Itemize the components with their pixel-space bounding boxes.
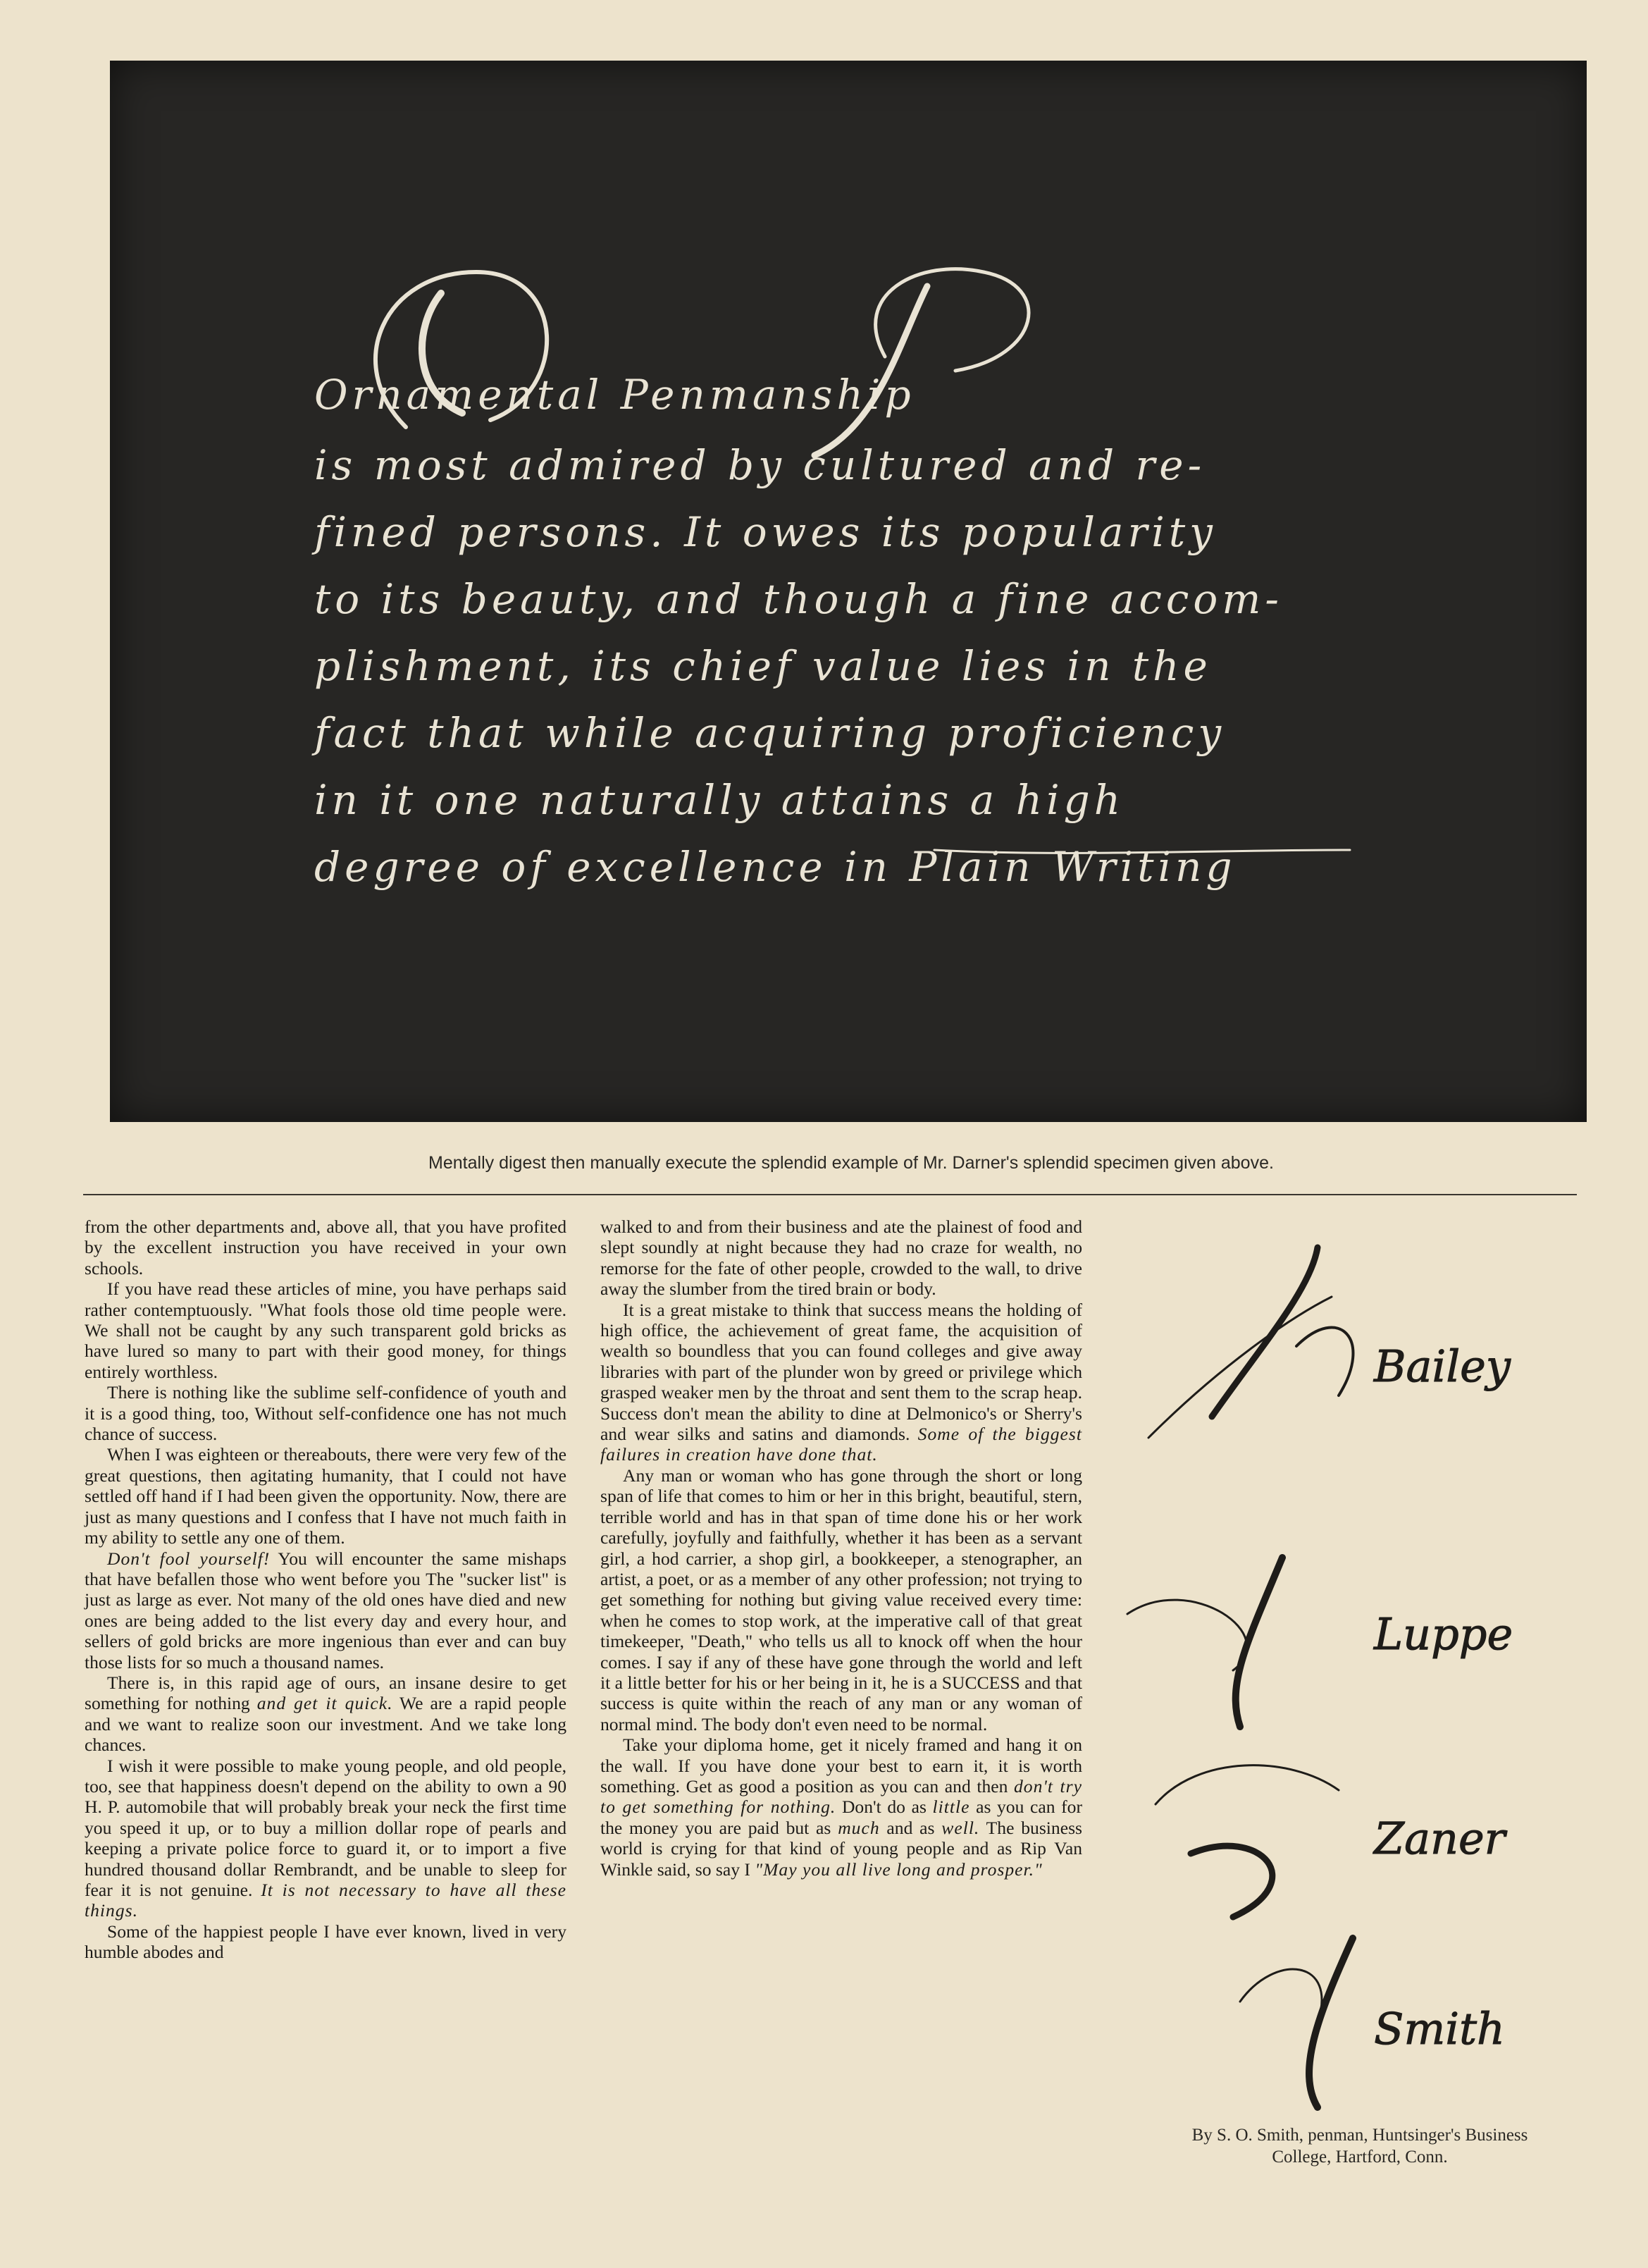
signature-luppe: Luppe: [1374, 1608, 1513, 1660]
paragraph-text: It is a great mistake to think that success means the holding of high office, the achievement of great fame, the acquisition of wealth so boundless that you can found colleges and give away libraries with part of the plunder won by greed or privilege which grasped weaker men by the throat and sent them to the scrap heap. Success don't mean the ability to dine at Delmonico's or Sherry's and wear silks and satins and diamonds.: [600, 1299, 1082, 1445]
paragraph-text: There is, in this rapid age of ours, an insane desire to get something for nothing: [85, 1672, 566, 1714]
paragraph: There is nothing like the sublime self-confidence of youth and it is a good thing, too, Without self-confidence one has not much chance of success.: [85, 1382, 566, 1445]
signature-specimens: [1106, 1205, 1599, 2143]
plate-caption: Mentally digest then manually execute the splendid example of Mr. Darner's splendid specimen given above.: [428, 1153, 1274, 1173]
article-column-middle: [600, 1216, 1082, 1880]
article-column-left: [85, 1216, 566, 1963]
paragraph-text: We are a rapid people and we want to realize soon our investment. And we take long chances.: [85, 1693, 566, 1756]
paragraph-text: I wish it were possible to make young people, and old people, too, see that happiness doesn't depend on the ability to own a 90 H. P. automobile that will probably break your neck the first time you speed it up, or to buy a million dollar rope of pearls and keeping a private police force to guard it, or to import a five hundred thousand dollar Rembrandt, and be unable to sleep for fear it is not genuine.: [85, 1755, 566, 1900]
plate-line-3: fined persons. It owes its popularity: [314, 508, 1217, 556]
emphasis: Don't fool yourself!: [107, 1548, 271, 1569]
emphasis: well.: [941, 1817, 980, 1838]
signature-flourishes: [1106, 1205, 1599, 2143]
paragraph: from the other departments and, above all, that you have profited by the excellent instruction you have received in your own schools.: [85, 1216, 566, 1278]
paragraph: [600, 1734, 1082, 1880]
signature-zaner: Zaner: [1374, 1813, 1506, 1864]
plate-line-7: in it one naturally attains a high: [314, 776, 1125, 824]
emphasis: Some of the biggest failures in creation have done that.: [600, 1424, 1082, 1465]
emphasis: little: [932, 1796, 970, 1818]
signature-caption-line: College, Hartford, Conn.: [1272, 2147, 1448, 2167]
plate-line-6: fact that while acquiring proficiency: [314, 709, 1226, 757]
signature-smith: Smith: [1374, 2003, 1505, 2054]
paragraph: [85, 1672, 566, 1756]
emphasis: and get it quick.: [256, 1693, 393, 1714]
paragraph: [85, 1756, 566, 1921]
emphasis: much: [838, 1817, 880, 1838]
plate-line-2: is most admired by cultured and re-: [314, 441, 1206, 489]
plate-line-1: Ornamental Penmanship: [314, 371, 915, 419]
section-divider: [83, 1194, 1577, 1195]
paragraph: When I was eighteen or thereabouts, there were very few of the great questions, then agitating humanity, that I could not have settled off hand if I had been given the opportunity. Now, there are just as many questions and I confess that I have not much faith in my ability to settle any one of them.: [85, 1444, 566, 1548]
plate-line-5: plishment, its chief value lies in the: [314, 642, 1212, 690]
plate-line-8: degree of excellence in Plain Writing: [314, 843, 1237, 891]
penmanship-plate: [110, 61, 1587, 1122]
signature-caption: [1099, 2124, 1621, 2168]
signature-bailey: Bailey: [1374, 1341, 1511, 1392]
paragraph-text: You will encounter the same mishaps that have befallen those who went before you The "sucker list" is just as large as ever. Not many of the old ones have died and new ones are being added to the list every day and every hour, and sellers of gold bricks are more ingenious than ever and can buy those lists for so much a thousand names.: [85, 1548, 567, 1672]
paragraph-text: Take your diploma home, get it nicely framed and hang it on the wall. If you have done your best to earn it, it is worth something. Get as good a position as you can and then: [600, 1734, 1082, 1796]
paragraph: [600, 1300, 1082, 1465]
paragraph: Some of the happiest people I have ever known, lived in very humble abodes and: [85, 1921, 566, 1963]
paragraph-text: Don't do as: [841, 1796, 927, 1818]
emphasis: It is not necessary to have all these things.: [85, 1880, 566, 1921]
paragraph-text: The business world is crying for that kind of young people and as Rip Van Winkle said, so say I: [600, 1817, 1082, 1880]
paragraph: [85, 1548, 566, 1672]
paragraph-text: as you can for the money you are paid but as: [600, 1796, 1082, 1838]
paragraph-text: and as: [886, 1817, 935, 1838]
paragraph: Any man or woman who has gone through the short or long span of life that comes to him or her in this bright, beautiful, stern, terrible world and has in that span of time done his or her work carefully, joyfully and faithfully, whether it has been as a servant girl, a hod carrier, a shop girl, a bookkeeper, a stenographer, an artist, a poet, or as a member of any other profession; not trying to get something for nothing but giving value received every time: when he comes to stop work, at the imperative call of that great timekeeper, "Death," who tells us all to knock off when the hour comes. I say if any of these have gone through the world and left it a little better for his or her being in it, he is a SUCCESS and that success is quite within the reach of any man or any woman of normal mind. The body don't even need to be normal.: [600, 1465, 1082, 1734]
emphasis: "May you all live long and prosper.": [755, 1859, 1043, 1880]
plate-line-4: to its beauty, and though a fine accom-: [314, 575, 1283, 623]
signature-caption-line: By S. O. Smith, penman, Huntsinger's Business: [1191, 2126, 1528, 2145]
emphasis: don't try to get something for nothing.: [600, 1775, 1082, 1818]
paragraph: walked to and from their business and ate the plainest of food and slept soundly at night because they had no craze for wealth, no remorse for the fate of other people, crowded to the wall, to drive away the slumber from the tired brain or body.: [600, 1216, 1082, 1300]
paragraph: If you have read these articles of mine, you have perhaps said rather contemptuously. "What fools those old time people were. We shall not be caught by any such transparent gold bricks as have lured so many to part with their good money, for things entirely worthless.: [85, 1278, 566, 1382]
